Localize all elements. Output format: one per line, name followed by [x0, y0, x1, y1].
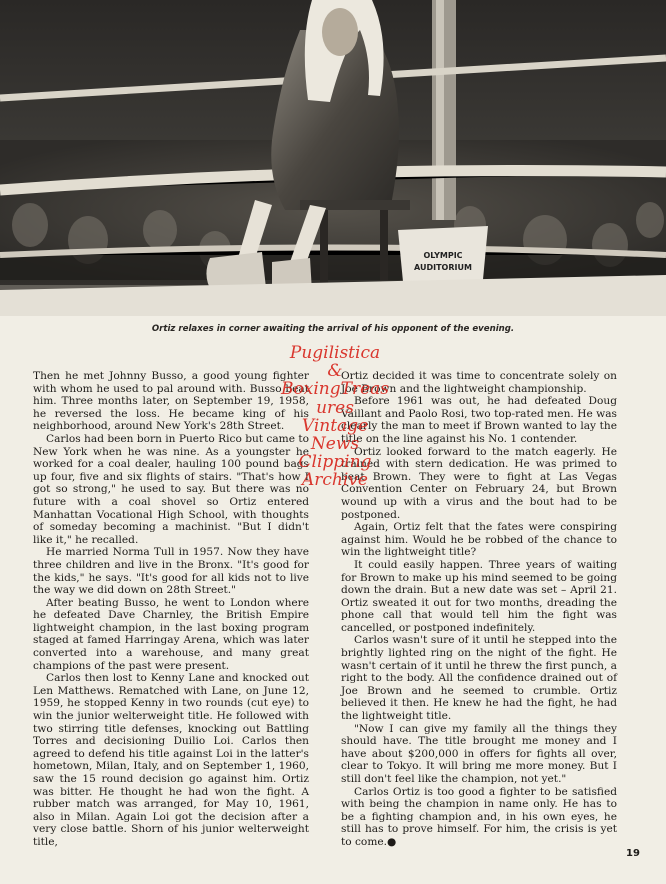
paragraph: "Now I can give my family all the things they should have. The title brought me money and I have about $200,000 in offers for fights all over, clear to Tokyo. It will bring me more money. But I still don't feel like the champion, not yet." [341, 722, 617, 785]
bucket-text-1: OLYMPIC [423, 251, 463, 260]
watermark-line: ures [316, 397, 354, 418]
paragraph: Carlos then lost to Kenny Lane and knocked out Len Matthews. Rematched with Lane, on June 12, 1959, he stopped Kenny in two rounds (cut eye) to win the junior welterweight title. He followed with two stirring title defenses, knocking out Battling Torres and decisioning Duilio Loi. Carlos then agreed to defend his title against Loi in the latter's hometown, Milan, Italy, and on September 1, 1960, saw the 15 round decision go against him. Ortiz was bitter. He thought he had won the fight. A rubber match was arranged, for May 10, 1961, also in Milan. Again Loi got the decision after a very close battle. Shorn of his junior welterweight title, [33, 672, 309, 848]
bucket-text-2: AUDITORIUM [414, 263, 472, 272]
paragraph: Before 1961 was out, he had defeated Doug Vaillant and Paolo Rosi, two top-rated men. He was clearly the man to meet if Brown wanted to lay the title on the line against his No. 1 contender. [341, 395, 617, 445]
watermark-line: Pugilistica [289, 343, 381, 363]
boxing-photo [0, 0, 666, 316]
watermark-line: News [310, 434, 360, 455]
watermark-line: Vintage [301, 415, 369, 436]
page-number: 19 [626, 848, 640, 859]
paragraph: Ortiz decided it was time to concentrate solely on Joe Brown and the lightweight championship. [341, 370, 617, 395]
paragraph: Then he met Johnny Busso, a good young fighter with whom he used to pal around with. Busso beat him. Three months later, on September 19, 1958, he reversed the loss. He became king of his neighborhood, around New York's 28th Street. [33, 370, 309, 433]
watermark-line: BoxingTreas [281, 379, 389, 400]
photo-caption: Ortiz relaxes in corner awaiting the arrival of his opponent of the evening. [151, 324, 515, 334]
paragraph: Carlos wasn't sure of it until he stepped into the brightly lighted ring on the night of the fight. He wasn't certain of it until he threw the first punch, a right to the body. All the confidence drained out of Joe Brown and he seemed to crumble. Ortiz believed it then. He knew he had the fight, he had the lightweight title. [341, 634, 617, 723]
watermark-line: & [327, 361, 343, 382]
paragraph: After beating Busso, he went to London where he defeated Dave Charnley, the British Empire lightweight champion, in the last boxing program staged at famed Harringay Arena, which was later converted into a warehouse, and many great champions of the past were present. [33, 596, 309, 672]
paragraph: Again, Ortiz felt that the fates were conspiring against him. Would he be robbed of the chance to win the lightweight title? [341, 521, 617, 559]
paragraph: Carlos had been born in Puerto Rico but came to New York when he was nine. As a youngster he worked for a coal dealer, hauling 100 pound bags up four, five and six flights of stairs. "That's how I got so strong," he used to say. But there was no future with a coal shovel so Ortiz entered Manhattan Vocational High School, with thoughts of someday becoming a machinist. "But I didn't like it," he recalled. [33, 432, 309, 546]
watermark-line: Clipping [298, 452, 372, 473]
paragraph: Carlos Ortiz is too good a fighter to be satisfied with being the champion in name only. He has to be a fighting champion and, in his own eyes, he still has to prove himself. For him, the crisis is yet to come.● [341, 785, 617, 848]
paragraph: He married Norma Tull in 1957. Now they have three children and live in the Bronx. "It's good for the kids," he says. "It's good for all kids not to live the way we did down on 28th Street." [33, 546, 309, 597]
paragraph: Ortiz looked forward to the match eagerly. He trained with stern dedication. He was primed to beat Brown. They were to fight at Las Vegas Convention Center on February 24, but Brown wound up with a virus and the bout had to be postponed. [341, 445, 617, 521]
archive-watermark [268, 344, 402, 490]
watermark-line: Archive [302, 470, 368, 491]
paragraph: It could easily happen. Three years of waiting for Brown to make up his mind seemed to be going down the drain. But a new date was set – April 21. Ortiz sweated it out for two months, dreading the phone call that would tell him the fight was cancelled, or postponed indefinitely. [341, 558, 617, 634]
